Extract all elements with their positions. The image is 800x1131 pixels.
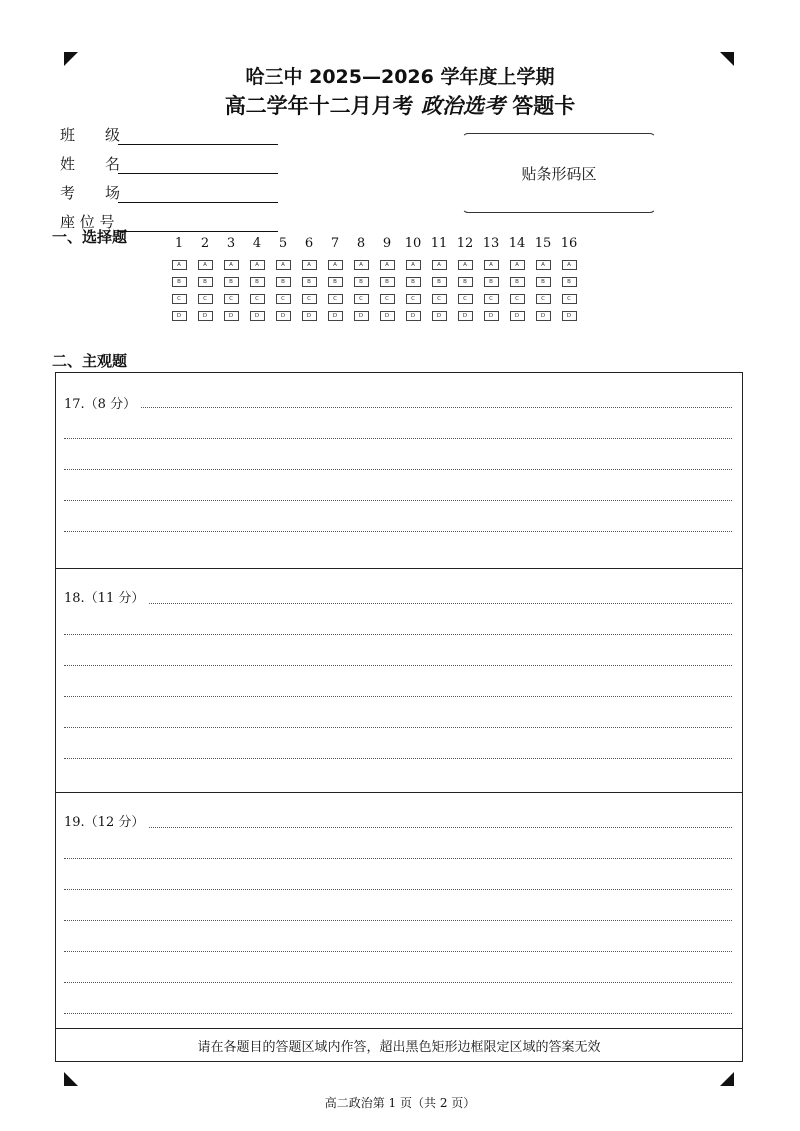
mc-question-column <box>322 236 348 328</box>
mc-option-bubble[interactable]: D <box>224 311 239 321</box>
student-info <box>60 116 278 232</box>
mc-option-bubble[interactable]: D <box>510 311 525 321</box>
mc-question-column <box>296 236 322 328</box>
info-row-class <box>60 116 278 145</box>
mc-option-bubble[interactable]: B <box>432 277 447 287</box>
mc-question-number: 11 <box>430 236 448 251</box>
barcode-label: 贴条形码区 <box>521 164 597 183</box>
answer-line[interactable] <box>64 500 732 501</box>
mc-option-bubble[interactable]: C <box>276 294 291 304</box>
mc-option-bubble[interactable]: D <box>354 311 369 321</box>
mc-option-bubble[interactable]: D <box>484 311 499 321</box>
corner-mark-bottom-right <box>720 1072 734 1086</box>
mc-option-bubble[interactable]: C <box>536 294 551 304</box>
answer-line[interactable] <box>64 469 732 470</box>
mc-option-bubble[interactable]: A <box>328 260 343 270</box>
info-row-room <box>60 174 278 203</box>
mc-question-number: 8 <box>356 236 366 251</box>
mc-question-column <box>218 236 244 328</box>
mc-option-bubble[interactable]: B <box>354 277 369 287</box>
mc-question-column <box>374 236 400 328</box>
mc-option-bubble[interactable]: A <box>380 260 395 270</box>
info-label: 座 位 号 <box>60 213 115 231</box>
mc-option-bubble[interactable]: B <box>458 277 473 287</box>
answer-block-18 <box>56 569 742 793</box>
question-label: 18.（11 分） <box>64 587 148 606</box>
answer-line[interactable] <box>64 438 732 439</box>
answer-line[interactable] <box>64 407 732 408</box>
mc-option-bubble[interactable]: B <box>406 277 421 287</box>
answer-line[interactable] <box>64 982 732 983</box>
info-label: 考 场 <box>60 184 121 202</box>
mc-option-bubble[interactable]: C <box>198 294 213 304</box>
mc-option-bubble[interactable]: D <box>380 311 395 321</box>
mc-question-number: 3 <box>226 236 236 251</box>
answer-line[interactable] <box>64 827 732 828</box>
mc-question-column <box>426 236 452 328</box>
answer-line[interactable] <box>64 758 732 759</box>
mc-option-bubble[interactable]: A <box>536 260 551 270</box>
mc-option-bubble[interactable]: A <box>172 260 187 270</box>
multiple-choice-grid <box>166 236 582 328</box>
mc-question-number: 13 <box>482 236 500 251</box>
mc-option-bubble[interactable]: B <box>328 277 343 287</box>
mc-question-number: 7 <box>330 236 340 251</box>
mc-option-bubble[interactable]: D <box>302 311 317 321</box>
mc-option-bubble[interactable]: A <box>224 260 239 270</box>
answer-notice: 请在各题目的答题区域内作答，超出黑色矩形边框限定区域的答案无效 <box>197 1039 601 1055</box>
mc-question-column <box>478 236 504 328</box>
mc-option-bubble[interactable]: A <box>198 260 213 270</box>
mc-option-bubble[interactable]: D <box>432 311 447 321</box>
mc-option-bubble[interactable]: C <box>484 294 499 304</box>
mc-option-bubble[interactable]: B <box>510 277 525 287</box>
answer-line[interactable] <box>64 1013 732 1014</box>
mc-question-column <box>348 236 374 328</box>
mc-option-bubble[interactable]: A <box>406 260 421 270</box>
answer-line[interactable] <box>64 603 732 604</box>
answer-line[interactable] <box>64 665 732 666</box>
mc-option-bubble[interactable]: C <box>328 294 343 304</box>
subject-name: 政治选考 <box>421 93 505 118</box>
mc-option-bubble[interactable]: B <box>380 277 395 287</box>
seat-number-field[interactable] <box>118 213 278 232</box>
mc-option-bubble[interactable]: C <box>380 294 395 304</box>
mc-option-bubble[interactable]: C <box>562 294 577 304</box>
mc-question-column <box>166 236 192 328</box>
mc-option-bubble[interactable]: D <box>562 311 577 321</box>
mc-option-bubble[interactable]: B <box>172 277 187 287</box>
question-label: 17.（8 分） <box>64 393 140 412</box>
mc-question-number: 12 <box>456 236 474 251</box>
mc-question-number: 15 <box>534 236 552 251</box>
answer-line[interactable] <box>64 951 732 952</box>
mc-question-column <box>400 236 426 328</box>
mc-option-bubble[interactable]: C <box>510 294 525 304</box>
mc-option-bubble[interactable]: B <box>562 277 577 287</box>
answer-line[interactable] <box>64 531 732 532</box>
mc-option-bubble[interactable]: C <box>302 294 317 304</box>
mc-question-number: 6 <box>304 236 314 251</box>
answer-line[interactable] <box>64 634 732 635</box>
page-title: 哈三中 2025—2026 学年度上学期 <box>245 66 555 88</box>
mc-question-number: 14 <box>508 236 526 251</box>
class-field[interactable] <box>118 126 278 145</box>
mc-option-bubble[interactable]: C <box>250 294 265 304</box>
section-heading-subjective: 二、主观题 <box>52 352 128 370</box>
mc-option-bubble[interactable]: A <box>510 260 525 270</box>
mc-option-bubble[interactable]: A <box>458 260 473 270</box>
answer-frame <box>55 372 743 1062</box>
mc-option-bubble[interactable]: A <box>276 260 291 270</box>
mc-option-bubble[interactable]: B <box>276 277 291 287</box>
mc-question-column <box>556 236 582 328</box>
answer-line[interactable] <box>64 920 732 921</box>
mc-question-number: 5 <box>278 236 288 251</box>
mc-option-bubble[interactable]: C <box>406 294 421 304</box>
mc-option-bubble[interactable]: A <box>432 260 447 270</box>
mc-option-bubble[interactable]: C <box>458 294 473 304</box>
answer-line[interactable] <box>64 696 732 697</box>
mc-option-bubble[interactable]: B <box>198 277 213 287</box>
mc-option-bubble[interactable]: B <box>302 277 317 287</box>
mc-question-column <box>530 236 556 328</box>
section-heading-choice: 一、选择题 <box>52 228 128 246</box>
mc-option-bubble[interactable]: D <box>250 311 265 321</box>
mc-option-bubble[interactable]: D <box>458 311 473 321</box>
mc-option-bubble[interactable]: D <box>536 311 551 321</box>
mc-option-bubble[interactable]: B <box>536 277 551 287</box>
mc-option-bubble[interactable]: D <box>406 311 421 321</box>
mc-option-bubble[interactable]: D <box>328 311 343 321</box>
mc-option-bubble[interactable]: B <box>250 277 265 287</box>
mc-question-number: 1 <box>174 236 184 251</box>
mc-option-bubble[interactable]: A <box>302 260 317 270</box>
mc-question-number: 10 <box>404 236 422 251</box>
exam-room-field[interactable] <box>118 184 278 203</box>
answer-block-17 <box>56 373 742 569</box>
subtitle-suffix: 答题卡 <box>512 94 576 118</box>
mc-question-column <box>504 236 530 328</box>
mc-question-number: 16 <box>560 236 578 251</box>
mc-option-bubble[interactable]: D <box>172 311 187 321</box>
answer-line[interactable] <box>64 889 732 890</box>
mc-question-number: 4 <box>252 236 262 251</box>
info-label: 班 级 <box>60 126 121 144</box>
mc-option-bubble[interactable]: C <box>432 294 447 304</box>
mc-option-bubble[interactable]: D <box>198 311 213 321</box>
page-number: 高二政治第 1 页（共 2 页） <box>324 1096 476 1110</box>
mc-option-bubble[interactable]: D <box>276 311 291 321</box>
corner-mark-bottom-left <box>64 1072 78 1086</box>
mc-option-bubble[interactable]: B <box>224 277 239 287</box>
barcode-area <box>462 133 656 213</box>
mc-option-bubble[interactable]: C <box>224 294 239 304</box>
name-field[interactable] <box>118 155 278 174</box>
mc-question-number: 2 <box>200 236 210 251</box>
info-row-name <box>60 145 278 174</box>
mc-option-bubble[interactable]: C <box>354 294 369 304</box>
info-label: 姓 名 <box>60 155 121 173</box>
mc-option-bubble[interactable]: A <box>484 260 499 270</box>
mc-option-bubble[interactable]: A <box>354 260 369 270</box>
mc-option-bubble[interactable]: C <box>172 294 187 304</box>
mc-question-column <box>270 236 296 328</box>
mc-option-bubble[interactable]: B <box>484 277 499 287</box>
mc-question-column <box>244 236 270 328</box>
answer-line[interactable] <box>64 727 732 728</box>
question-label: 19.（12 分） <box>64 811 148 830</box>
mc-question-column <box>192 236 218 328</box>
mc-option-bubble[interactable]: A <box>562 260 577 270</box>
mc-question-number: 9 <box>382 236 392 251</box>
subtitle-prefix: 高二学年十二月月考 <box>224 94 414 118</box>
answer-line[interactable] <box>64 858 732 859</box>
mc-option-bubble[interactable]: A <box>250 260 265 270</box>
answer-block-19 <box>56 793 742 1029</box>
mc-question-column <box>452 236 478 328</box>
